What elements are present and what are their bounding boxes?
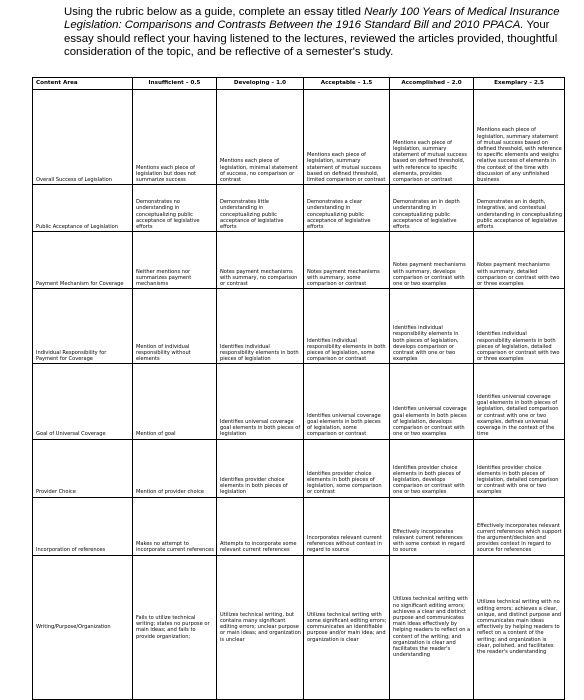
header-insufficient: Insufficient – 0.5 bbox=[133, 78, 217, 90]
rubric-cell-acceptable: Incorporates relevant current references without context in regard to source bbox=[304, 497, 390, 555]
content-area-cell: Goal of Universal Coverage bbox=[33, 364, 133, 439]
rubric-cell-developing: Notes payment mechanisms with summary, no comparison or contrast bbox=[217, 232, 304, 289]
content-area-cell: Public Acceptance of Legislation bbox=[33, 185, 133, 232]
rubric-cell-accomplished: Demonstrates an in depth understanding in conceptualizing public acceptance of legislative efforts bbox=[390, 185, 474, 232]
header-acceptable: Acceptable – 1.5 bbox=[304, 78, 390, 90]
rubric-cell-acceptable: Utilizes technical writing with some significant editing errors; communicates an identifiable purpose and/or main idea; and organization is clear bbox=[304, 555, 390, 699]
rubric-cell-acceptable: Mentions each piece of legislation, summary statement of mutual success based on defined threshold, limited comparison or contrast bbox=[304, 90, 390, 185]
rubric-cell-developing: Identifies individual responsibility elements in both pieces of legislation bbox=[217, 289, 304, 364]
header-content-area: Content Area bbox=[33, 78, 133, 90]
rubric-cell-developing: Identifies universal coverage goal elements in both pieces of legislation bbox=[217, 364, 304, 439]
rubric-cell-developing: Mentions each piece of legislation, minimal statement of success, no comparison or contrast bbox=[217, 90, 304, 185]
table-row bbox=[33, 90, 565, 185]
rubric-cell-developing: Identifies provider choice elements in both pieces of legislation bbox=[217, 439, 304, 497]
rubric-cell-acceptable: Identifies individual responsibility elements in both pieces of legislation, some comparison or contrast bbox=[304, 289, 390, 364]
rubric-cell-insufficient: Mention of goal bbox=[133, 364, 217, 439]
content-area-cell: Individual Responsibility for Payment for Coverage bbox=[33, 289, 133, 364]
rubric-cell-insufficient: Makes no attempt to incorporate current references bbox=[133, 497, 217, 555]
table-row bbox=[33, 497, 565, 555]
table-row bbox=[33, 555, 565, 699]
content-area-cell: Writing/Purpose/Organization bbox=[33, 555, 133, 699]
table-row bbox=[33, 232, 565, 289]
rubric-cell-insufficient: Mentions each piece of legislation but does not summarize success bbox=[133, 90, 217, 185]
rubric-table bbox=[32, 77, 565, 700]
rubric-cell-insufficient: Neither mentions nor summarizes payment mechanisms bbox=[133, 232, 217, 289]
rubric-cell-acceptable: Demonstrates a clear understanding in conceptualizing public acceptance of legislative efforts bbox=[304, 185, 390, 232]
table-row bbox=[33, 439, 565, 497]
rubric-cell-acceptable: Identifies universal coverage goal elements in both pieces of legislation, some comparison or contrast bbox=[304, 364, 390, 439]
rubric-cell-accomplished: Utilizes technical writing with no significant editing errors; achieves a clear and distinct purpose and communicates main ideas effectively by helping readers to reflect on a content of the writing; and organization is clear and facilitates the reader's understanding bbox=[390, 555, 474, 699]
rubric-cell-accomplished: Identifies provider choice elements in both pieces of legislation, develops comparison or contrast with one or two examples bbox=[390, 439, 474, 497]
instructions-prefix: Using the rubric below as a guide, complete an essay titled bbox=[64, 6, 365, 18]
rubric-cell-accomplished: Identifies individual responsibility elements in both pieces of legislation, develops comparison or contrast with one or two examples bbox=[390, 289, 474, 364]
rubric-cell-insufficient: Mention of individual responsibility without elements bbox=[133, 289, 217, 364]
rubric-cell-insufficient: Demonstrates no understanding in conceptualizing public acceptance of legislative efforts bbox=[133, 185, 217, 232]
rubric-cell-accomplished: Mentions each piece of legislation, summary statement of mutual success based on defined threshold, with reference to specific elements, provides comparison or contrast bbox=[390, 90, 474, 185]
rubric-cell-developing: Demonstrates little understanding in conceptualizing public acceptance of legislative efforts bbox=[217, 185, 304, 232]
assignment-instructions bbox=[64, 6, 564, 60]
rubric-cell-accomplished: Notes payment mechanisms with summary, develops comparison or contrast with one or two examples bbox=[390, 232, 474, 289]
header-exemplary: Exemplary – 2.5 bbox=[474, 78, 565, 90]
rubric-cell-accomplished: Effectively incorporates relevant current references with some context in regard to source bbox=[390, 497, 474, 555]
table-row bbox=[33, 185, 565, 232]
essay-title: Nearly 100 Years of Medical Insurance Legislation: Comparisons and Contrasts Between the 1916 Standard Bill and 2010 PPACA. bbox=[64, 6, 560, 32]
rubric-cell-exemplary: Effectively incorporates relevant current references which support the argument/decision and provides context in regard to source for references bbox=[474, 497, 565, 555]
rubric-cell-accomplished: Identifies universal coverage goal elements in both pieces of legislation, develops comparison or contrast with one or two examples bbox=[390, 364, 474, 439]
content-area-cell: Incorporation of references bbox=[33, 497, 133, 555]
rubric-cell-insufficient: Mention of provider choice bbox=[133, 439, 217, 497]
rubric-cell-exemplary: Notes payment mechanisms with summary, detailed comparison or contrast with two or three examples bbox=[474, 232, 565, 289]
rubric-cell-exemplary: Utilizes technical writing with no editing errors; achieves a clear, unique, and distinct purpose and communicates main ideas effectively by helping readers to reflect on a content of the writing; and organization is clear, polished, and facilitates the reader's understanding bbox=[474, 555, 565, 699]
table-row bbox=[33, 289, 565, 364]
instructions-suffix: Your essay should reflect your having listened to the lectures, reviewed the articles provided, thoughtful consideration of the topic, and be reflective of a semester's study. bbox=[64, 19, 558, 59]
rubric-cell-acceptable: Identifies provider choice elements in both pieces of legislation, some comparison or contrast bbox=[304, 439, 390, 497]
table-row bbox=[33, 364, 565, 439]
rubric-cell-exemplary: Identifies universal coverage goal elements in both pieces of legislation, detailed comparison or contrast with one or two examples, defines universal coverage in the context of the time bbox=[474, 364, 565, 439]
rubric-cell-developing: Attempts to incorporate some relevant current references bbox=[217, 497, 304, 555]
rubric-cell-exemplary: Identifies individual responsibility elements in both pieces of legislation, detailed comparison or contrast with two or three examples bbox=[474, 289, 565, 364]
rubric-cell-exemplary: Demonstrates an in depth, integrative, and contextual understanding in conceptualizing public acceptance of legislative efforts bbox=[474, 185, 565, 232]
header-developing: Developing – 1.0 bbox=[217, 78, 304, 90]
content-area-cell: Payment Mechanism for Coverage bbox=[33, 232, 133, 289]
rubric-cell-exemplary: Identifies provider choice elements in both pieces of legislation, detailed comparison or contrast with one or two examples bbox=[474, 439, 565, 497]
rubric-cell-developing: Utilizes technical writing, but contains many significant editing errors; unclear purpose or main ideas; and organization is unclear bbox=[217, 555, 304, 699]
rubric-cell-exemplary: Mentions each piece of legislation, summary statement of mutual success based on defined threshold, with reference to specific elements and weighs relative success of elements in the context of the time with discussion of any unfinished business bbox=[474, 90, 565, 185]
header-accomplished: Accomplished – 2.0 bbox=[390, 78, 474, 90]
content-area-cell: Provider Choice bbox=[33, 439, 133, 497]
content-area-cell: Overall Success of Legislation bbox=[33, 90, 133, 185]
rubric-cell-acceptable: Notes payment mechanisms with summary, some comparison or contrast bbox=[304, 232, 390, 289]
rubric-header-row bbox=[33, 78, 565, 90]
rubric-cell-insufficient: Fails to utilize technical writing; states no purpose or main ideas; and fails to provide organization; bbox=[133, 555, 217, 699]
